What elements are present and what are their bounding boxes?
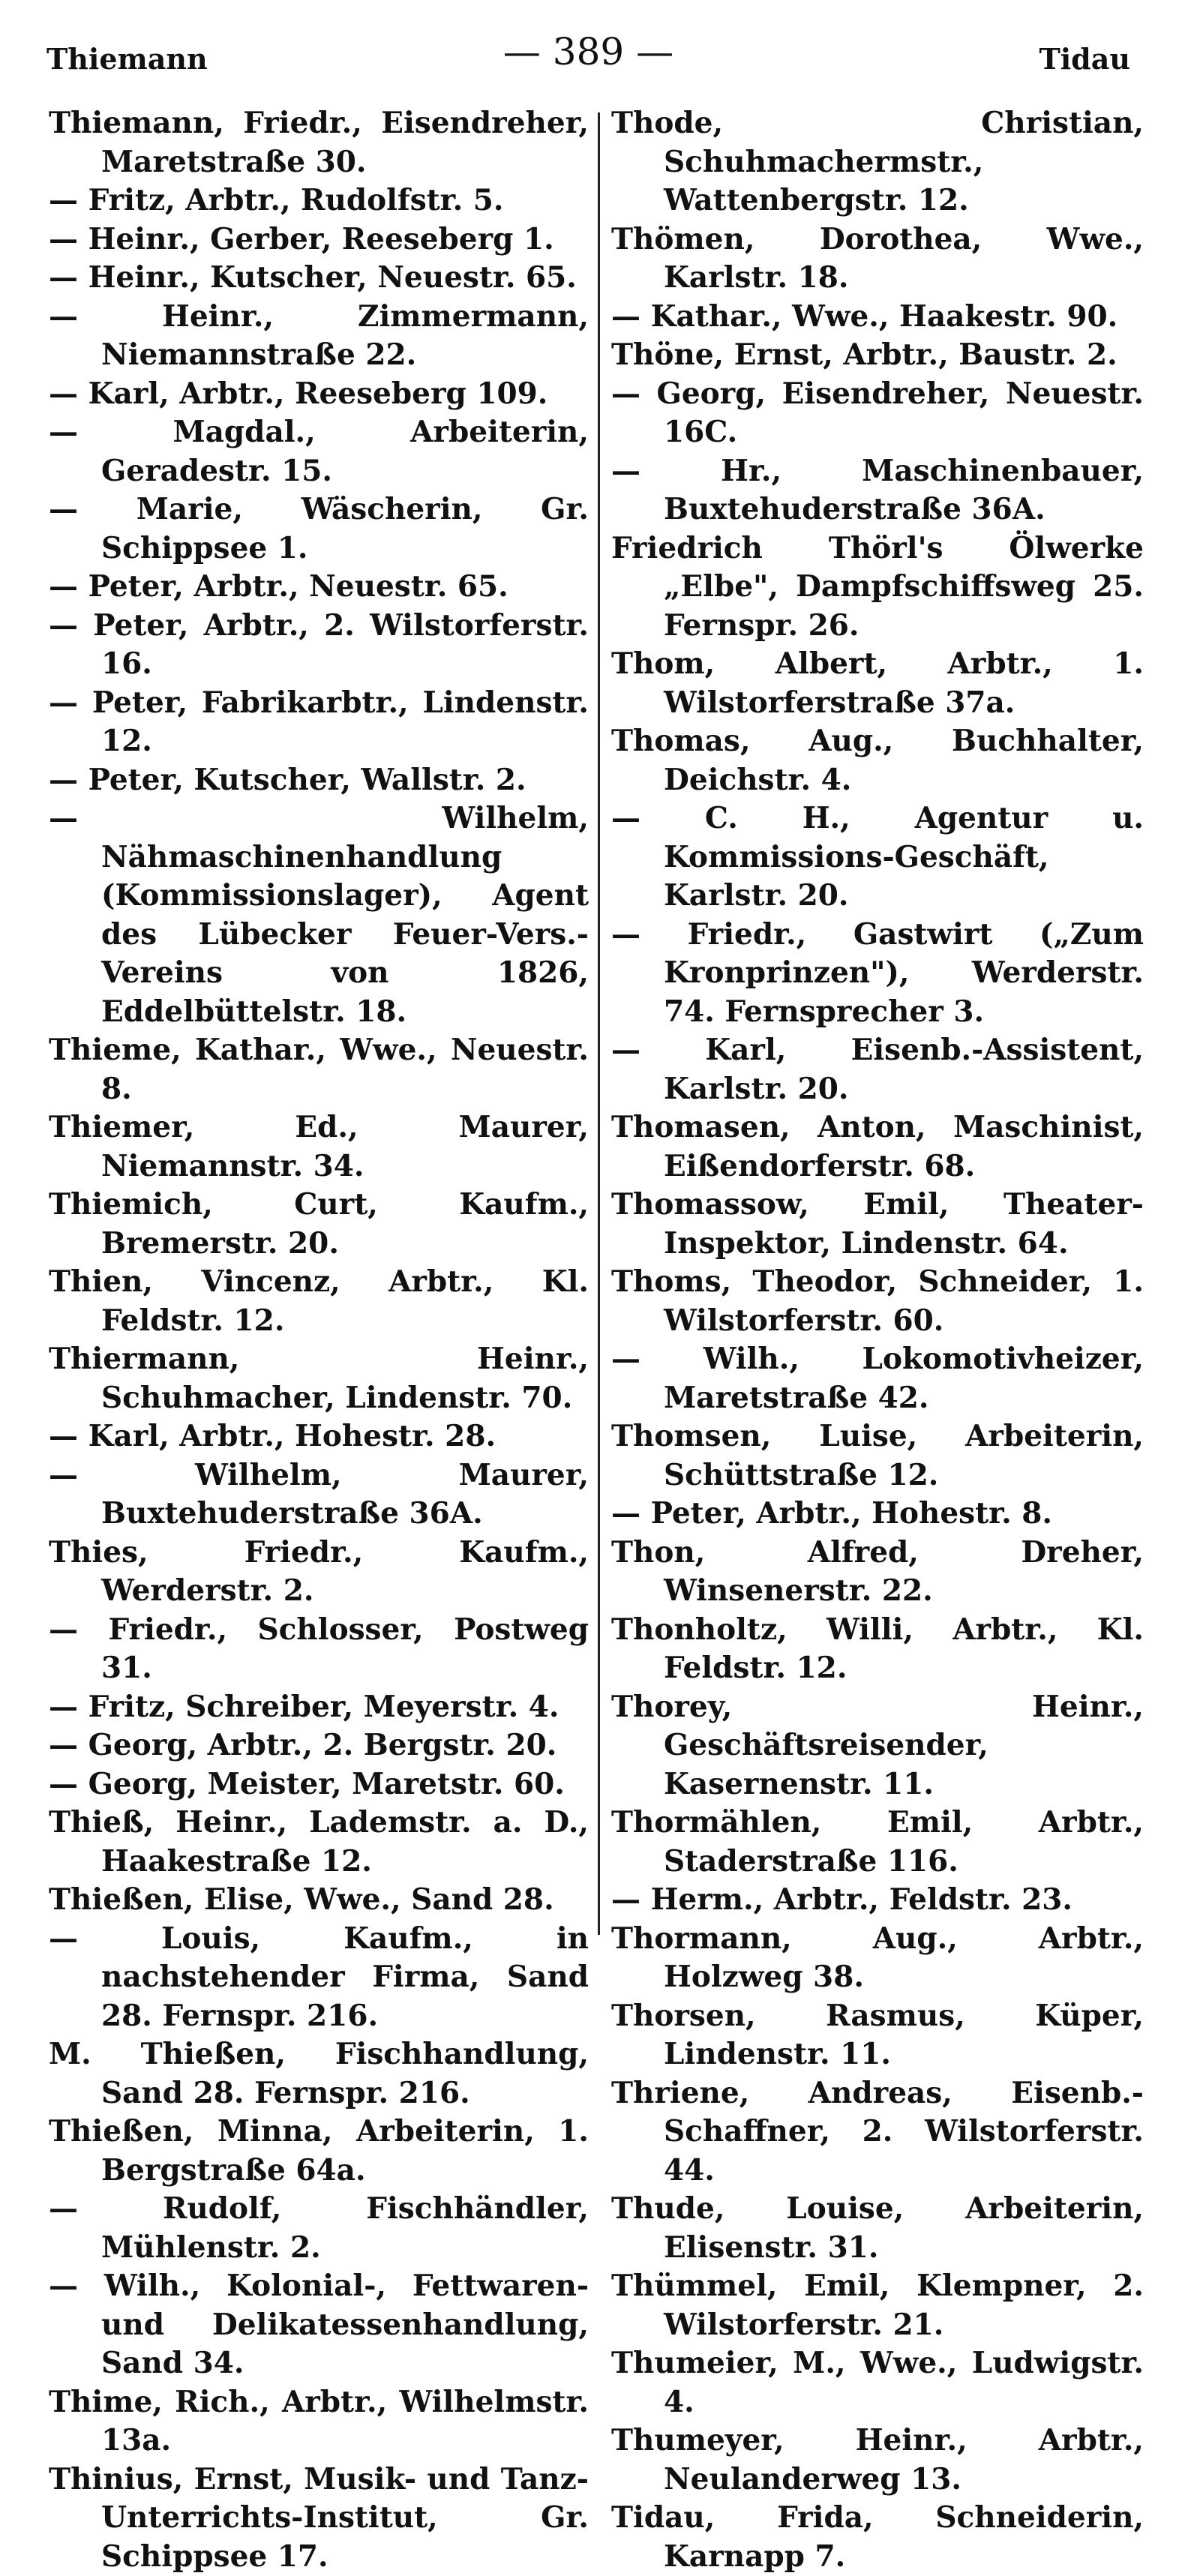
directory-entry: Thiemich, Curt, Kaufm., Bremerstr. 20. xyxy=(49,1186,589,1263)
directory-entry: Thieß, Heinr., Lademstr. a. D., Haakestraße 12. xyxy=(49,1804,589,1881)
left-column xyxy=(49,104,589,2576)
directory-entry: — Karl, Arbtr., Reeseberg 109. xyxy=(49,375,589,414)
directory-entry: — Georg, Meister, Maretstr. 60. xyxy=(49,1765,589,1804)
header-left-keyword: Thiemann xyxy=(46,42,208,76)
directory-entry: Thonholtz, Willi, Arbtr., Kl. Feldstr. 12. xyxy=(611,1611,1144,1688)
page-number: — 389 — xyxy=(46,30,1130,73)
directory-entry: Tidau, Frida, Schneiderin, Karnapp 7. xyxy=(611,2499,1144,2576)
directory-entry: — Georg, Eisendreher, Neuestr. 16C. xyxy=(611,375,1144,452)
directory-entry: Thon, Alfred, Dreher, Winsenerstr. 22. xyxy=(611,1534,1144,1611)
directory-entry: — Heinr., Gerber, Reeseberg 1. xyxy=(49,220,589,259)
directory-entry: — Peter, Arbtr., Hohestr. 8. xyxy=(611,1495,1144,1534)
directory-entry: Thom, Albert, Arbtr., 1. Wilstorferstraße 37a. xyxy=(611,645,1144,722)
directory-entry: — Heinr., Kutscher, Neuestr. 65. xyxy=(49,259,589,298)
directory-entry: — C. H., Agentur u. Kommissions-Geschäft, Karlstr. 20. xyxy=(611,799,1144,916)
directory-entry: — Louis, Kaufm., in nachstehender Firma, Sand 28. Fernspr. 216. xyxy=(49,1920,589,2036)
directory-entry: — Rudolf, Fischhändler, Mühlenstr. 2. xyxy=(49,2190,589,2267)
directory-entry: Thumeier, M., Wwe., Ludwigstr. 4. xyxy=(611,2344,1144,2422)
directory-entry: — Peter, Arbtr., Neuestr. 65. xyxy=(49,568,589,607)
directory-entry: Thinius, Ernst, Musik- und Tanz-Unterrichts-Institut, Gr. Schippsee 17. xyxy=(49,2461,589,2576)
directory-entry: Thomas, Aug., Buchhalter, Deichstr. 4. xyxy=(611,722,1144,799)
directory-entry: Thorey, Heinr., Geschäftsreisender, Kasernenstr. 11. xyxy=(611,1688,1144,1804)
directory-entry: Thien, Vincenz, Arbtr., Kl. Feldstr. 12. xyxy=(49,1263,589,1340)
directory-entry: M. Thießen, Fischhandlung, Sand 28. Fernspr. 216. xyxy=(49,2035,589,2113)
directory-entry: Thumeyer, Heinr., Arbtr., Neulanderweg 13. xyxy=(611,2422,1144,2499)
directory-entry: — Wilh., Kolonial-, Fettwaren- und Delikatessenhandlung, Sand 34. xyxy=(49,2267,589,2383)
directory-entry: — Wilhelm, Nähmaschinenhandlung (Kommissionslager), Agent des Lübecker Feuer-Vers.-Vereins von 1826, Eddelbüttelstr. 18. xyxy=(49,799,589,1031)
directory-entry: Friedrich Thörl's Ölwerke „Elbe", Dampfschiffsweg 25. Fernspr. 26. xyxy=(611,529,1144,646)
directory-entry: Thömen, Dorothea, Wwe., Karlstr. 18. xyxy=(611,220,1144,298)
directory-entry: — Peter, Kutscher, Wallstr. 2. xyxy=(49,761,589,800)
directory-entry: — Marie, Wäscherin, Gr. Schippsee 1. xyxy=(49,490,589,568)
directory-entry: Thomassow, Emil, Theater-Inspektor, Lindenstr. 64. xyxy=(611,1186,1144,1263)
directory-entry: — Kathar., Wwe., Haakestr. 90. xyxy=(611,298,1144,337)
directory-entry: Thießen, Minna, Arbeiterin, 1. Bergstraße 64a. xyxy=(49,2113,589,2190)
header-right-keyword: Tidau xyxy=(1039,42,1130,76)
directory-entry: — Karl, Arbtr., Hohestr. 28. xyxy=(49,1417,589,1456)
directory-entry: Thormann, Aug., Arbtr., Holzweg 38. xyxy=(611,1920,1144,1997)
directory-entry: — Magdal., Arbeiterin, Geradestr. 15. xyxy=(49,413,589,490)
directory-entry: — Karl, Eisenb.-Assistent, Karlstr. 20. xyxy=(611,1031,1144,1108)
directory-entry: — Friedr., Gastwirt („Zum Kronprinzen"), Werderstr. 74. Fernsprecher 3. xyxy=(611,916,1144,1032)
right-column xyxy=(611,104,1144,2576)
column-divider xyxy=(598,112,600,1935)
directory-entry: — Friedr., Schlosser, Postweg 31. xyxy=(49,1611,589,1688)
directory-entry: Thriene, Andreas, Eisenb.-Schaffner, 2. Wilstorferstr. 44. xyxy=(611,2074,1144,2191)
directory-entry: Thoms, Theodor, Schneider, 1. Wilstorferstr. 60. xyxy=(611,1263,1144,1340)
page-header xyxy=(46,31,1130,76)
directory-entry: Thomsen, Luise, Arbeiterin, Schüttstraße 12. xyxy=(611,1417,1144,1495)
directory-entry: — Wilh., Lokomotivheizer, Maretstraße 42. xyxy=(611,1340,1144,1417)
directory-entry: Thude, Louise, Arbeiterin, Elisenstr. 31. xyxy=(611,2190,1144,2267)
directory-entry: Thime, Rich., Arbtr., Wilhelmstr. 13a. xyxy=(49,2383,589,2461)
directory-entry: Thomasen, Anton, Maschinist, Eißendorferstr. 68. xyxy=(611,1108,1144,1186)
directory-entry: Thorsen, Rasmus, Küper, Lindenstr. 11. xyxy=(611,1997,1144,2074)
directory-entry: — Hr., Maschinenbauer, Buxtehuderstraße 36A. xyxy=(611,452,1144,529)
directory-entry: Thiermann, Heinr., Schuhmacher, Lindenstr. 70. xyxy=(49,1340,589,1417)
directory-entry: — Heinr., Zimmermann, Niemannstraße 22. xyxy=(49,298,589,375)
directory-entry: — Wilhelm, Maurer, Buxtehuderstraße 36A. xyxy=(49,1456,589,1534)
directory-entry: Thümmel, Emil, Klempner, 2. Wilstorferstr. 21. xyxy=(611,2267,1144,2344)
directory-entry: Thiemann, Friedr., Eisendreher, Maretstraße 30. xyxy=(49,104,589,181)
directory-entry: Thöne, Ernst, Arbtr., Baustr. 2. xyxy=(611,336,1144,375)
directory-entry: Thies, Friedr., Kaufm., Werderstr. 2. xyxy=(49,1534,589,1611)
directory-entry: — Peter, Arbtr., 2. Wilstorferstr. 16. xyxy=(49,607,589,684)
directory-entry: — Fritz, Schreiber, Meyerstr. 4. xyxy=(49,1688,589,1727)
directory-entry: Thormählen, Emil, Arbtr., Staderstraße 116. xyxy=(611,1804,1144,1881)
directory-entry: Thode, Christian, Schuhmachermstr., Wattenbergstr. 12. xyxy=(611,104,1144,220)
directory-entry: — Peter, Fabrikarbtr., Lindenstr. 12. xyxy=(49,684,589,761)
directory-entry: — Georg, Arbtr., 2. Bergstr. 20. xyxy=(49,1726,589,1765)
directory-entry: — Fritz, Arbtr., Rudolfstr. 5. xyxy=(49,181,589,220)
directory-entry: Thieme, Kathar., Wwe., Neuestr. 8. xyxy=(49,1031,589,1108)
directory-entry: Thiemer, Ed., Maurer, Niemannstr. 34. xyxy=(49,1108,589,1186)
directory-entry: — Herm., Arbtr., Feldstr. 23. xyxy=(611,1881,1144,1920)
directory-entry: Thießen, Elise, Wwe., Sand 28. xyxy=(49,1881,589,1920)
